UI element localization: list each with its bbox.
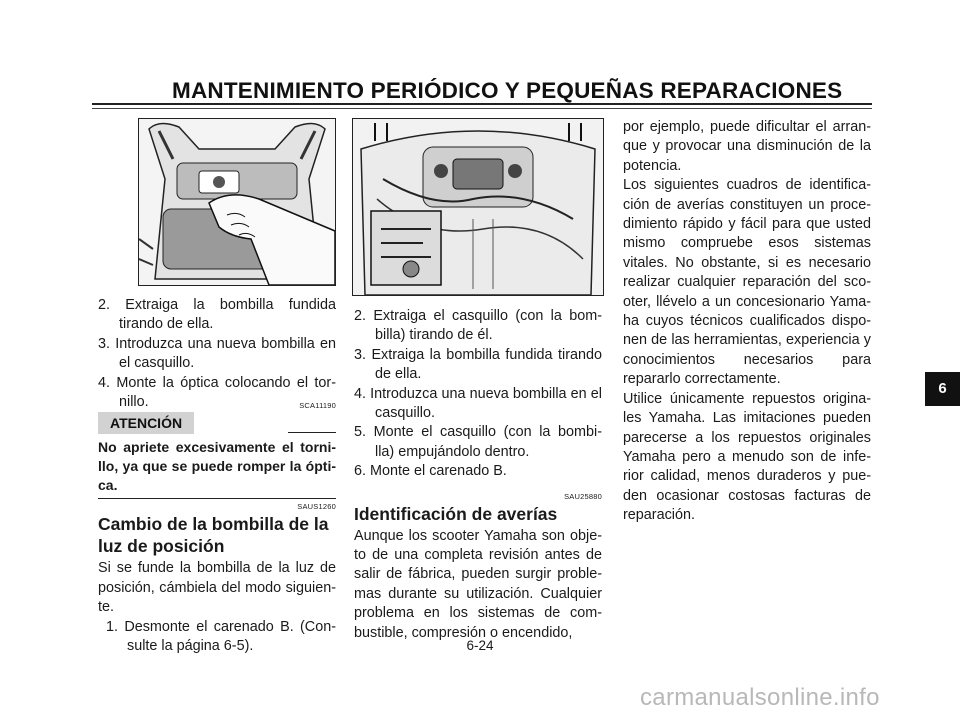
notice-code: SCA11190 [299, 401, 336, 411]
notice-end-rule [98, 498, 336, 499]
section-title: Identificación de averías [354, 503, 558, 524]
section-text: Aunque los scooter Yamaha son obje- to de una completa revisión antes de salir de fábrica, pueden surgir proble- mas durante su utilización. Cualquier problema en los sistemas de com- bustible, compresión o encendido, [354, 527, 602, 641]
watermark: carmanualsonline.info [640, 684, 880, 711]
step-item: 5. Monte el casquillo (con la bombi- lla) empujándolo dentro. [354, 424, 602, 460]
figure-position-light [352, 118, 604, 296]
notice-header [98, 412, 336, 434]
section-intro: Si se funde la bombilla de la luz de posición, cámbiela del modo siguien- te. [98, 560, 336, 616]
paragraph: por ejemplo, puede dificultar el arran- que y provocar una disminución de la potencia. [623, 119, 871, 174]
page-header-title: MANTENIMIENTO PERIÓDICO Y PEQUEÑAS REPARACIONES [172, 78, 843, 103]
section-code: SAU25880 [564, 491, 602, 501]
middle-column [354, 307, 602, 643]
right-column [623, 118, 871, 526]
socket-steps-list [354, 307, 602, 482]
step-item: 4. Introduzca una nueva bombilla en el casquillo. [354, 385, 602, 422]
page-number: 6-24 [466, 638, 494, 653]
notice-text: No apriete excesivamente el torni- llo, ya que se puede romper la ópti- ca. [98, 439, 336, 494]
section-code: SAUS1260 [297, 502, 336, 512]
header-rule [92, 103, 872, 105]
left-column [98, 296, 336, 656]
section-title: Cambio de la bombilla de la luz de posición [98, 514, 329, 557]
step-item: 4. Monte la óptica colocando el tor- nillo. [98, 374, 336, 411]
position-light-illustration [353, 119, 603, 295]
step-item: 1. Desmonte el carenado B. (Con- sulte la página 6-5). [106, 618, 336, 655]
step-item: 3. Introduzca una nueva bombilla en el casquillo. [98, 335, 336, 372]
figure-bulb-removal [138, 118, 336, 286]
step-item: 2. Extraiga la bombilla fundida tirando de ella. [98, 297, 336, 333]
position-light-steps [98, 618, 336, 657]
notice-label: ATENCIÓN [98, 412, 194, 434]
paragraph: Los siguientes cuadros de identifica- ción de averías constituyen un proce- dimiento rápido y fácil para que usted mismo compruebe esos sistemas vitales. No obstante, si es necesario realizar cualquier reparación del sco- oter, llévelo a un concesionario Yama- ha cuyos técnicos cualificados dispo- nen de las herramientas, experiencia y conocimientos necesarios para repararlo correctamente. [623, 177, 871, 388]
header-rule-thin [92, 108, 872, 109]
chapter-tab: 6 [925, 372, 960, 406]
step-item: 2. Extraiga el casquillo (con la bom- billa) tirando de él. [354, 308, 602, 344]
notice-rule [288, 432, 336, 433]
bulb-steps-list [98, 296, 336, 412]
bulb-removal-illustration [139, 119, 335, 285]
step-item: 3. Extraiga la bombilla fundida tirando de ella. [354, 346, 602, 383]
paragraph: Utilice únicamente repuestos origina- les Yamaha. Las imitaciones pueden parecerse a los repuestos originales Yamaha pero a menudo son de infe- rior calidad, menos duraderos y pue- den ocasionar costosas facturas de reparación. [623, 390, 871, 524]
step-item: 6. Monte el carenado B. [354, 463, 507, 480]
